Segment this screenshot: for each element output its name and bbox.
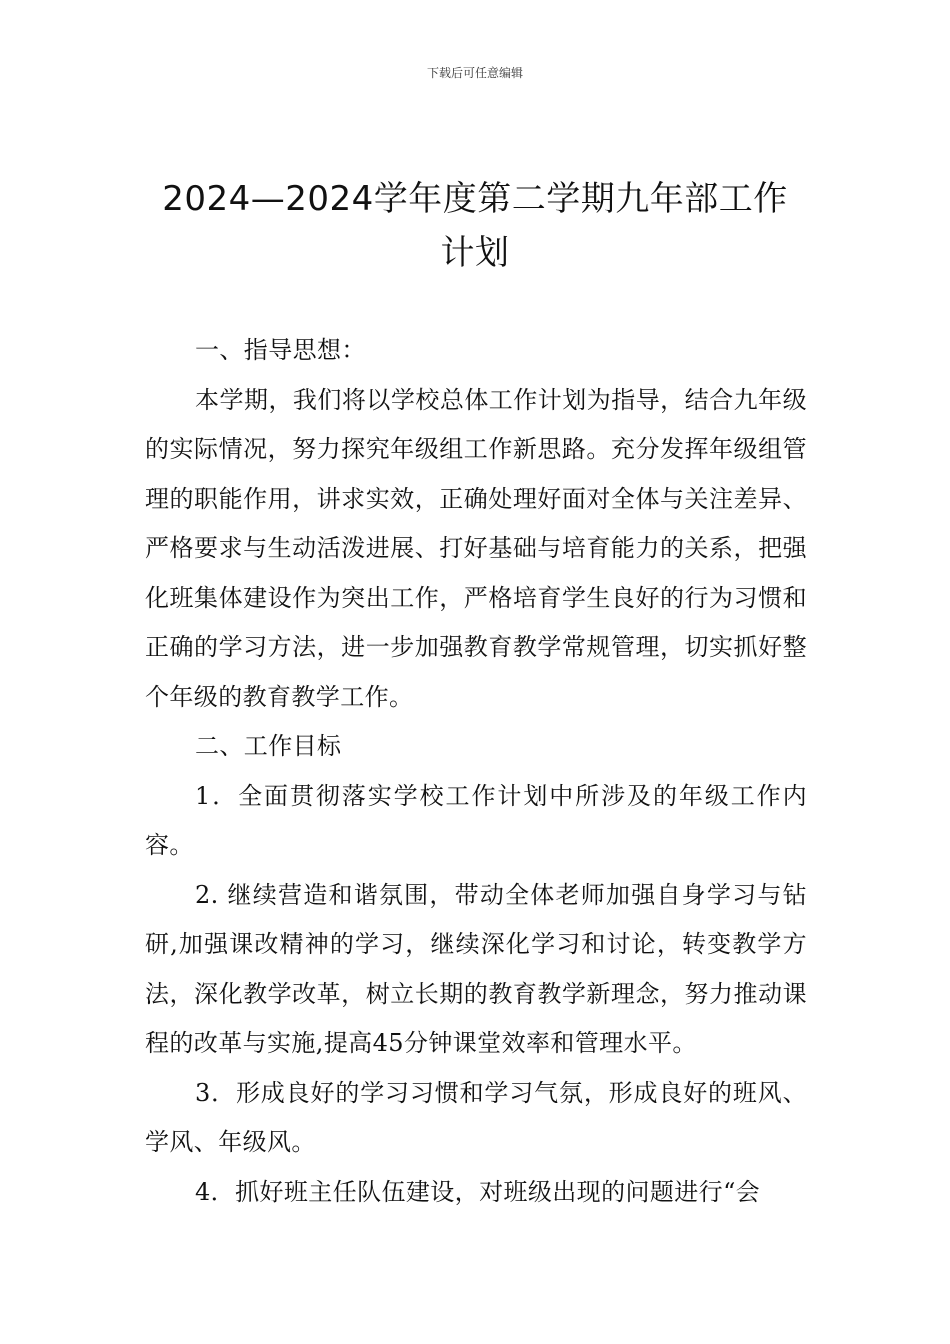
paragraph-guiding-thought: 本学期，我们将以学校总体工作计划为指导，结合九年级的实际情况，努力探究年级组工作新思路。充分发挥年级组管理的职能作用，讲求实效，正确处理好面对全体与关注差异、严格要求与生动活泼进展、打好基础与培育能力的关系，把强化班集体建设作为突出工作，严格培育学生良好的行为习惯和正确的学习方法，进一步加强教育教学常规管理，切实抓好整个年级的教育教学工作。 <box>145 385 807 711</box>
goal-item-4: 4．抓好班主任队伍建设，对班级出现的问题进行“会 <box>195 1177 761 1206</box>
section-heading-work-goals: 二、工作目标 <box>195 732 342 760</box>
document-title: 2024—2024学年度第二学期九年部工作计划 <box>162 179 788 273</box>
goal-item-2: 2. 继续营造和谐氛围，带动全体老师加强自身学习与钻研,加强课改精神的学习，继续深化学习和讨论，转变教学方法，深化教学改革，树立长期的教育教学新理念，努力推动课程的改革与实施,提高45分钟课堂效率和管理水平。 <box>145 880 807 1057</box>
goal-item-3: 3．形成良好的学习习惯和学习气氛，形成良好的班风、学风、年级风。 <box>145 1078 807 1156</box>
document-body <box>145 326 807 1217</box>
section-heading-guiding-thought: 一、指导思想： <box>195 336 366 364</box>
goal-item-1: 1．全面贯彻落实学校工作计划中所涉及的年级工作内容。 <box>145 781 807 859</box>
page-header-note: 下载后可任意编辑 <box>426 66 523 80</box>
